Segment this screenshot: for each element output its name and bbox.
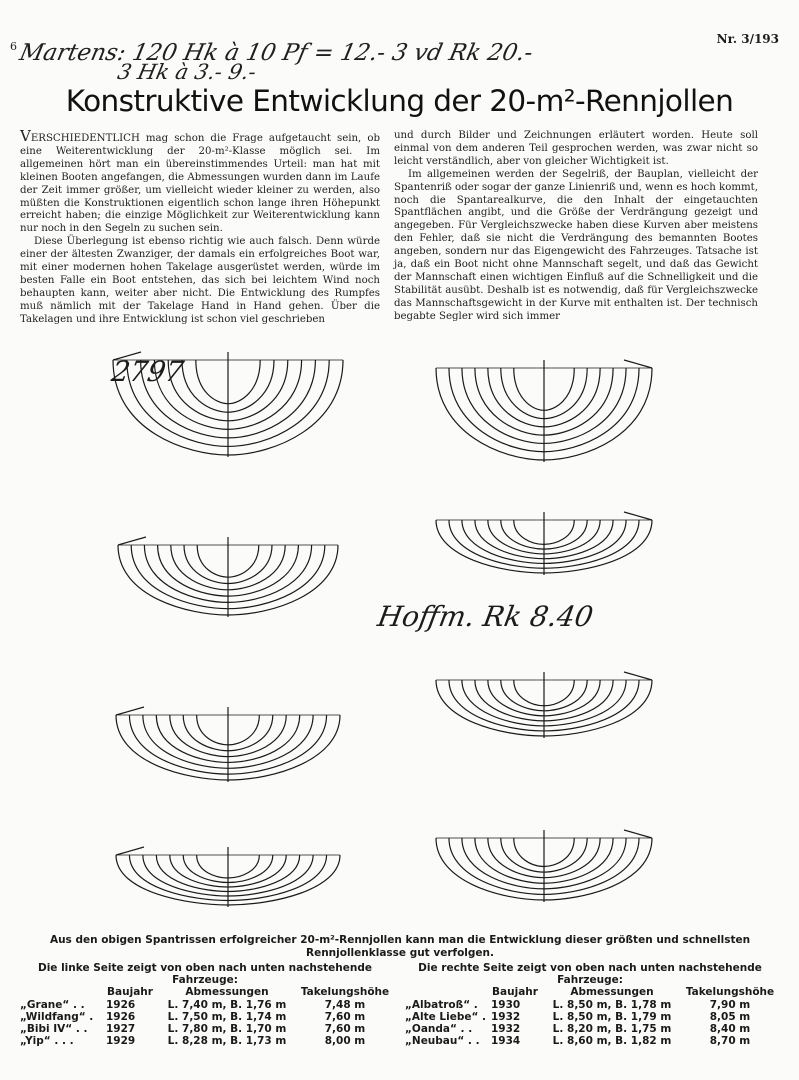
boat-name: „Neubau“ [405, 1035, 465, 1047]
leader-dots: . . [467, 1035, 480, 1047]
rig-height: 8,70 m [709, 1035, 751, 1047]
table-row [20, 1035, 390, 1047]
leader-dots: . [473, 999, 478, 1011]
station-line [228, 545, 259, 577]
build-year: 1932 [491, 1011, 521, 1023]
dimensions: L. 7,40 m, B. 1,76 m [167, 999, 287, 1011]
station-line [544, 520, 574, 544]
station-line [183, 715, 228, 751]
station-line [197, 545, 228, 577]
station-line [544, 838, 574, 867]
column-header: Abmessungen [185, 986, 269, 998]
station-line [228, 715, 259, 745]
leader-dots: . [89, 1011, 94, 1023]
handwritten-hull-label-1: 2797 [109, 355, 187, 388]
station-line [436, 838, 544, 900]
hull-section [436, 830, 652, 902]
table-row [405, 999, 775, 1011]
table-subtitle: Fahrzeuge: [557, 974, 623, 986]
table-row [20, 1023, 390, 1035]
station-line [144, 545, 228, 602]
station-line [228, 715, 313, 768]
station-line [158, 545, 228, 596]
handwritten-note-line-2: 3 Hk à 3.- 9.- [115, 60, 259, 84]
sheer-line [624, 830, 652, 838]
rig-height: 7,60 m [324, 1011, 366, 1023]
drop-cap: V [20, 127, 31, 145]
left-boats-table [20, 962, 390, 1047]
article-title: Konstruktive Entwicklung der 20-m²-Rennjollen [65, 84, 734, 118]
station-line [228, 715, 273, 751]
build-year: 1932 [491, 1023, 521, 1035]
station-line [544, 520, 587, 549]
station-line [118, 545, 228, 615]
column-header: Baujahr [107, 986, 153, 998]
station-line [544, 838, 587, 872]
station-line [228, 360, 343, 455]
table-row [405, 1035, 775, 1047]
station-line [228, 855, 273, 883]
table-row [20, 999, 390, 1011]
station-line [462, 368, 544, 443]
sheer-line [116, 847, 144, 855]
rig-height: 8,05 m [709, 1011, 751, 1023]
handwritten-hull-label-2: Hoffm. Rk 8.40 [375, 600, 596, 633]
handwritten-note-line-1: Martens: 120 Hk à 10 Pf = 12.- 3 vd Rk 20.- [17, 40, 536, 66]
station-line [475, 368, 544, 435]
boat-name: „Albatroß“ [405, 999, 471, 1011]
rig-height: 7,60 m [324, 1023, 366, 1035]
leader-dots: . [482, 1011, 487, 1023]
station-line [544, 368, 574, 410]
issue-number: Nr. 3/193 [716, 32, 779, 46]
boat-name: „Grane“ [20, 999, 70, 1011]
rig-height: 8,00 m [324, 1035, 366, 1047]
table-row [405, 1023, 775, 1035]
paragraph: Diese Überlegung ist ebenso richtig wie auch falsch. Denn würde einer der ältesten Zwanziger, der damals ein erfolgreiches Boot war, mit einer modernen hohen Takelage ausgerüstet werden, würde im besten Falle ein Boot entstehen, das sich bei leichtem Wind noch behaupten kann, weiter aber nicht. Die Entwicklung des Rumpfes muß nämlich mit der Takelage Hand in Hand gehen. Über die Takelagen und ihre Entwicklung ist schon viel geschrieben [20, 236, 380, 325]
boat-name: „Alte Liebe“ [405, 1011, 479, 1023]
station-line [183, 855, 228, 883]
hull-section [118, 537, 338, 617]
sheer-line [118, 537, 146, 545]
boat-name: „Bibi IV“ [20, 1023, 73, 1035]
station-line [228, 545, 338, 615]
leader-dots: . . [460, 1023, 473, 1035]
dimensions: L. 8,50 m, B. 1,79 m [552, 1011, 672, 1023]
station-line [544, 368, 587, 419]
boat-name: „Yip“ [20, 1035, 51, 1047]
build-year: 1926 [106, 999, 136, 1011]
hull-section [116, 707, 340, 782]
page-number: 6 [10, 40, 17, 53]
station-line [501, 680, 544, 711]
dimensions: L. 8,60 m, B. 1,82 m [552, 1035, 672, 1047]
sheer-line [624, 512, 652, 520]
station-line [228, 360, 260, 404]
table-row [405, 1011, 775, 1023]
column-header [405, 986, 491, 999]
dimensions: L. 8,50 m, B. 1,78 m [552, 999, 672, 1011]
paragraph: und durch Bilder und Zeichnungen erläutert worden. Heute soll einmal von dem anderen Teil gesprochen werden, was zwar nicht so leicht verständlich, aber von gleicher Wichtigkeit ist. [394, 130, 758, 167]
hull-section [436, 672, 652, 738]
column-header [20, 986, 106, 999]
build-year: 1927 [106, 1023, 136, 1035]
station-line [436, 368, 544, 460]
station-line [228, 360, 274, 412]
right-boats-table [405, 962, 775, 1047]
leader-dots: . . [75, 1023, 88, 1035]
sheer-line [624, 360, 652, 368]
build-year: 1930 [491, 999, 521, 1011]
station-line [501, 368, 544, 419]
dimensions: L. 7,80 m, B. 1,70 m [167, 1023, 287, 1035]
station-line [544, 368, 613, 435]
station-line [544, 838, 626, 889]
paragraph: Im allgemeinen werden der Segelriß, der Bauplan, vielleicht der Spantenriß oder sogar der ganze Linienriß und, wenn es hoch kommt, noch die Spantarealkurve, die den Inhalt der eingetauchten Spantflächen angibt, und die Größe der Verdrängung gezeigt und angegeben. Für Vergleichszwecke haben diese Kurven aber meistens den Fehler, daß sie nicht die Verdrängung des bemannten Bootes angeben, sondern nur das Eigengewicht des Fahrzeuges. Tatsache ist ja, daß ein Boot nicht ohne Mannschaft segelt, und daß das Gewicht der Mannschaft einen wichtigen Einfluß auf die Schnelligkeit und die Stabilität ausübt. Deshalb ist es notwendig, daß für Vergleichszwecke das Mannschaftsgewicht in der Kurve mit enthalten ist. Der technisch begabte Segler wird sich immer [394, 168, 758, 322]
station-line [228, 545, 298, 596]
station-line [514, 520, 544, 544]
build-year: 1926 [106, 1011, 136, 1023]
figure-caption: Aus den obigen Spantrissen erfolgreicher 20-m²-Rennjollen kann man die Entwicklung dieser größten und schnellsten Rennjollenklasse gut verfolgen. [49, 934, 751, 959]
station-line [197, 715, 228, 745]
station-line [544, 368, 626, 443]
boat-name: „Wildfang“ [20, 1011, 86, 1023]
rig-height: 7,48 m [324, 999, 366, 1011]
station-line [514, 838, 544, 867]
table-intro: Die linke Seite zeigt von oben nach unten nachstehende [37, 962, 372, 974]
station-line [501, 520, 544, 549]
station-line [514, 680, 544, 706]
leader-dots: . . . [54, 1035, 74, 1047]
station-line [514, 368, 544, 410]
build-year: 1929 [106, 1035, 136, 1047]
station-line [197, 855, 228, 878]
station-line [501, 838, 544, 872]
dimensions: L. 8,28 m, B. 1,73 m [167, 1035, 287, 1047]
station-line [228, 855, 259, 878]
rig-height: 7,90 m [709, 999, 751, 1011]
station-line [196, 360, 228, 404]
station-line [228, 545, 272, 584]
station-line [544, 368, 652, 460]
sheer-line [116, 707, 144, 715]
table-intro: Die rechte Seite zeigt von oben nach unten nachstehende [418, 962, 762, 974]
column-header: Takelungshöhe [685, 986, 775, 998]
table-row [20, 1011, 390, 1023]
table-subtitle: Fahrzeuge: [172, 974, 238, 986]
boat-name: „Oanda“ [405, 1023, 457, 1035]
rig-height: 8,40 m [709, 1023, 751, 1035]
column-header: Baujahr [492, 986, 538, 998]
station-line [228, 360, 315, 438]
station-line [544, 680, 587, 711]
leader-dots: . . [72, 999, 85, 1011]
station-line [544, 680, 574, 706]
station-line [184, 545, 228, 584]
station-line [228, 545, 312, 602]
column-header: Takelungshöhe [300, 986, 390, 998]
station-line [228, 360, 302, 429]
hull-section [116, 847, 340, 907]
station-line [544, 838, 652, 900]
dimensions: L. 8,20 m, B. 1,75 m [552, 1023, 672, 1035]
dimensions: L. 7,50 m, B. 1,74 m [167, 1011, 287, 1023]
sheer-line [624, 672, 652, 680]
station-line [143, 715, 228, 768]
column-header: Abmessungen [570, 986, 654, 998]
build-year: 1934 [491, 1035, 521, 1047]
station-line [116, 715, 228, 780]
paragraph: VERSCHIEDENTLICH mag schon die Frage aufgetaucht sein, ob eine Weiterentwicklung der 20-m²-Klasse möglich sei. Im allgemeinen hört man ein übereinstimmendes Urteil: man hat mit kleinen Booten angefangen, die Abmessungen wurden dann im Laufe der Zeit immer größer, um vielleicht wieder kleiner zu werden, also müßten die Konstruktionen eigentlich schon lange ihren Höhepunkt erreicht haben; die einzige Möglichkeit zur Weiterentwicklung kann nur noch in den Segeln zu suchen sein. [20, 127, 380, 235]
hull-section [436, 360, 652, 462]
hull-section [436, 512, 652, 575]
station-line [182, 360, 228, 412]
station-line [228, 715, 340, 780]
